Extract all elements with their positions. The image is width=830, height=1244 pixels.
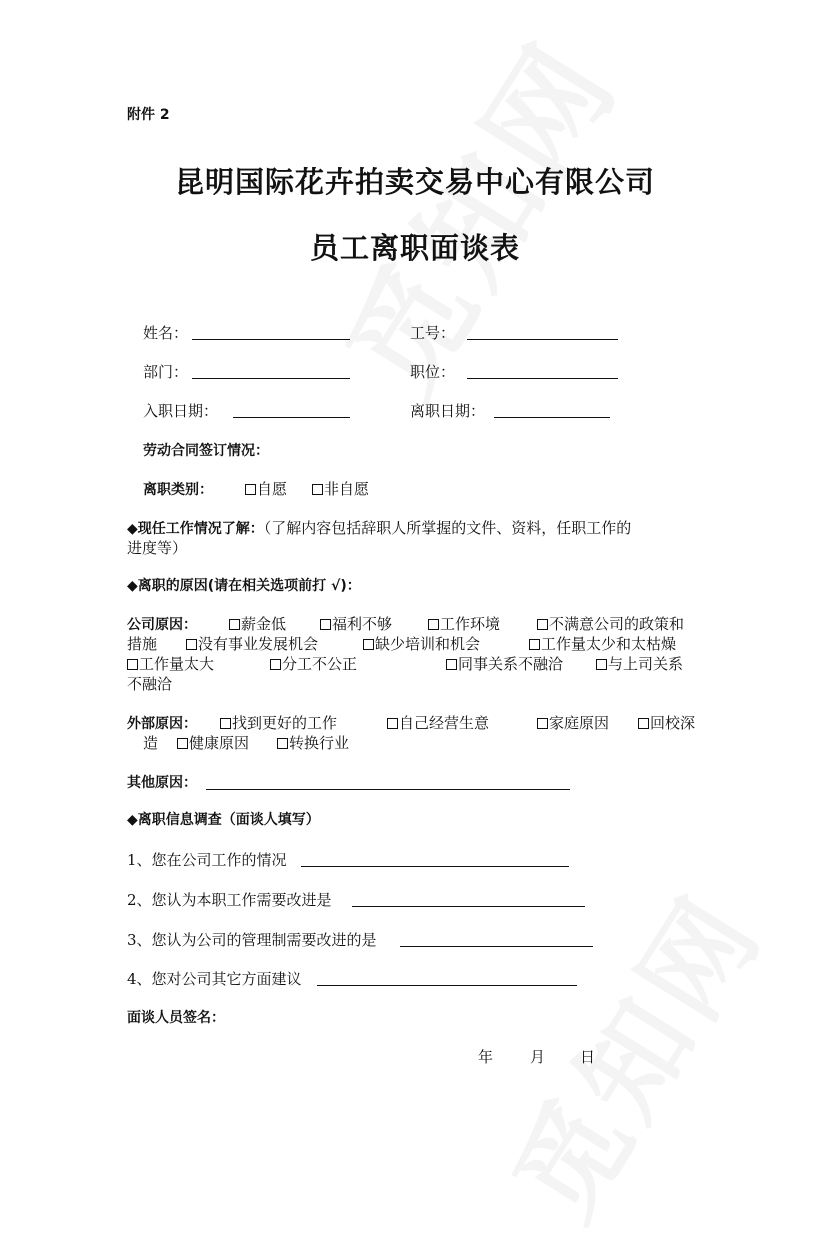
leave-date-label: 离职日期：	[410, 402, 486, 420]
checkbox-icon[interactable]	[177, 738, 188, 749]
reason-better-job[interactable]: 找到更好的工作	[220, 712, 337, 733]
reason-lack-training[interactable]: 缺少培训和机会	[363, 633, 480, 654]
employee-id-field[interactable]	[467, 339, 618, 340]
survey-question-2: 2、您认为本职工作需要改进是	[127, 891, 332, 909]
leave-type-involuntary[interactable]: 非自愿	[312, 478, 369, 499]
survey-answer-3[interactable]	[400, 946, 593, 947]
checkbox-icon[interactable]	[245, 484, 256, 495]
checkbox-icon[interactable]	[270, 659, 281, 670]
checkbox-icon[interactable]	[220, 718, 231, 729]
form-title: 员工离职面谈表	[309, 231, 520, 265]
survey-question-4: 4、您对公司其它方面建议	[127, 970, 302, 988]
current-work-note: （了解内容包括辞职人所掌握的文件、资料，任职工作的	[263, 519, 632, 537]
survey-question-1: 1、您在公司工作的情况	[127, 851, 287, 869]
checkbox-icon[interactable]	[638, 718, 649, 729]
survey-answer-2[interactable]	[352, 906, 585, 907]
reason-health[interactable]: 健康原因	[177, 732, 249, 753]
leave-date-field[interactable]	[494, 417, 610, 418]
current-work-section	[127, 517, 631, 538]
signature-label: 面谈人员签名：	[127, 1010, 225, 1026]
reason-insufficient-benefits[interactable]: 福利不够	[320, 613, 392, 634]
reasons-heading: ◆离职的原因(请在相关选项前打 √)：	[127, 578, 361, 594]
watermark-lower	[470, 860, 792, 1244]
checkbox-icon[interactable]	[229, 619, 240, 630]
reason-policy-dissatisfaction[interactable]: 不满意公司的政策和	[537, 613, 684, 634]
date-month: 月	[530, 1048, 546, 1066]
reason-colleague-relations[interactable]: 同事关系不融洽	[446, 653, 563, 674]
hire-date-field[interactable]	[233, 417, 350, 418]
leave-type-voluntary[interactable]: 自愿	[245, 478, 287, 499]
name-field[interactable]	[192, 339, 350, 340]
reason-no-career-growth[interactable]: 没有事业发展机会	[186, 633, 318, 654]
reason-change-industry[interactable]: 转换行业	[277, 732, 349, 753]
checkbox-icon[interactable]	[596, 659, 607, 670]
company-reasons-label: 公司原因：	[127, 617, 197, 633]
reason-too-much-work[interactable]: 工作量太大	[127, 653, 214, 674]
checkbox-icon[interactable]	[537, 619, 548, 630]
department-field[interactable]	[192, 378, 350, 379]
reason-back-to-school[interactable]: 回校深	[638, 712, 695, 733]
reason-supervisor-relations[interactable]: 与上司关系	[596, 653, 683, 674]
reason-supervisor-wrap: 不融洽	[127, 675, 173, 693]
other-reasons-label: 其他原因：	[127, 775, 197, 791]
checkbox-icon[interactable]	[428, 619, 439, 630]
reason-school-wrap: 造	[143, 734, 159, 752]
survey-question-3: 3、您认为公司的管理制需要改进的是	[127, 931, 377, 949]
reason-low-salary[interactable]: 薪金低	[229, 613, 286, 634]
employee-id-label: 工号：	[410, 324, 456, 342]
checkbox-icon[interactable]	[127, 659, 138, 670]
checkbox-icon[interactable]	[186, 639, 197, 650]
date-day: 日	[580, 1048, 596, 1066]
reason-unfair-division[interactable]: 分工不公正	[270, 653, 357, 674]
checkbox-icon[interactable]	[537, 718, 548, 729]
reason-own-business[interactable]: 自己经营生意	[387, 712, 489, 733]
other-reasons-field[interactable]	[206, 789, 570, 790]
current-work-heading: ◆现任工作情况了解：	[127, 521, 264, 537]
survey-answer-1[interactable]	[301, 866, 569, 867]
checkbox-icon[interactable]	[277, 738, 288, 749]
watermark	[300, 4, 649, 421]
survey-answer-4[interactable]	[317, 985, 577, 986]
position-label: 职位：	[410, 363, 456, 381]
reason-family[interactable]: 家庭原因	[537, 712, 609, 733]
company-title: 昆明国际花卉拍卖交易中心有限公司	[174, 165, 655, 199]
reason-policy-wrap: 措施	[127, 635, 158, 653]
attachment-label: 附件 2	[127, 107, 170, 123]
checkbox-icon[interactable]	[446, 659, 457, 670]
reason-work-environment[interactable]: 工作环境	[428, 613, 500, 634]
contract-status-label: 劳动合同签订情况：	[143, 443, 269, 459]
department-label: 部门：	[143, 363, 189, 381]
position-field[interactable]	[467, 378, 618, 379]
external-reasons-label: 外部原因：	[127, 716, 197, 732]
checkbox-icon[interactable]	[312, 484, 323, 495]
leave-type-label: 离职类别：	[143, 482, 213, 498]
hire-date-label: 入职日期：	[143, 402, 219, 420]
checkbox-icon[interactable]	[529, 639, 540, 650]
date-year: 年	[478, 1048, 494, 1066]
checkbox-icon[interactable]	[320, 619, 331, 630]
checkbox-icon[interactable]	[387, 718, 398, 729]
current-work-note-cont: 进度等）	[127, 539, 188, 557]
checkbox-icon[interactable]	[363, 639, 374, 650]
survey-heading: ◆离职信息调查（面谈人填写）	[127, 812, 320, 828]
name-label: 姓名：	[143, 324, 189, 342]
reason-too-little-work[interactable]: 工作量太少和太枯燥	[529, 633, 676, 654]
